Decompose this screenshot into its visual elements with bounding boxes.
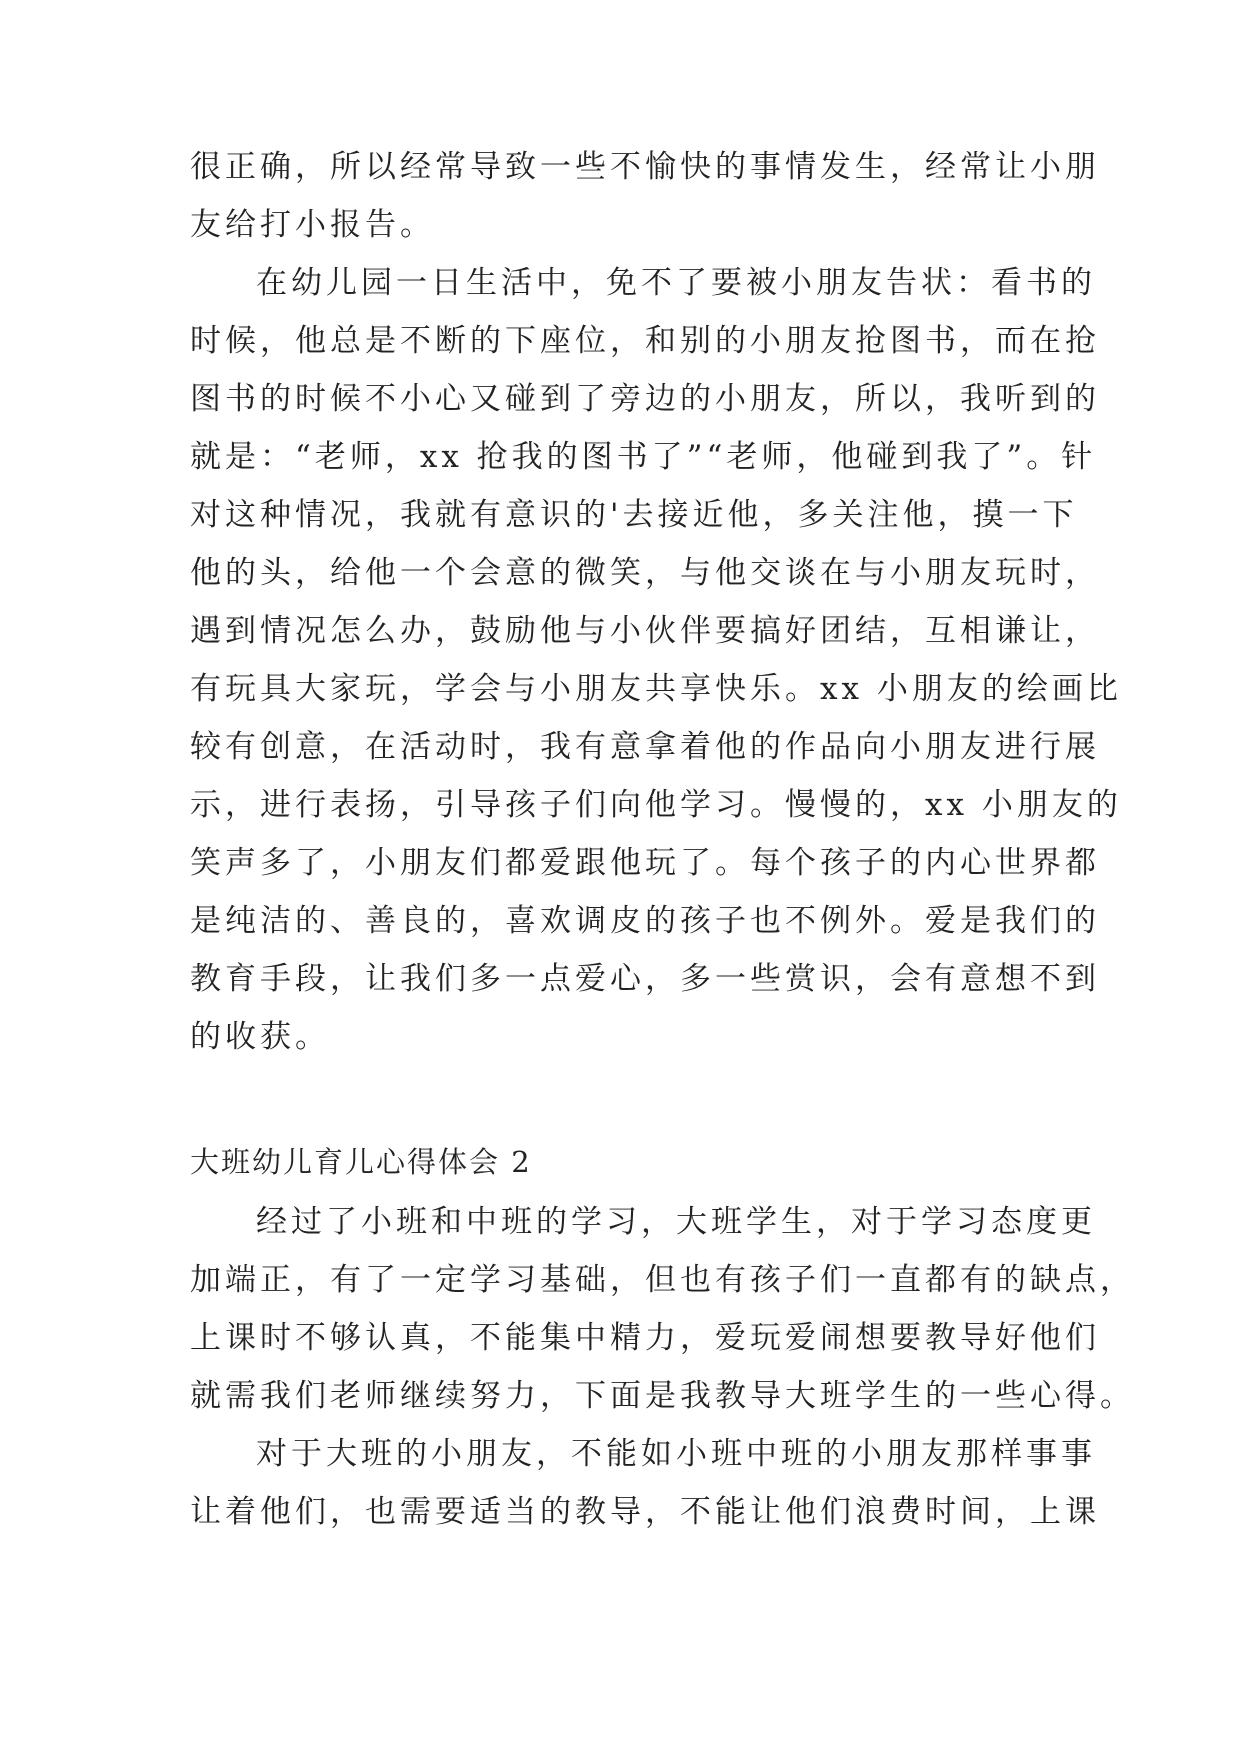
text-line: 就是：“老师，xx 抢我的图书了”“老师，他碰到我了”。针 — [190, 439, 1097, 475]
text-line: 较有创意，在活动时，我有意拿着他的作品向小朋友进行展 — [190, 729, 1100, 765]
text-line: 时候，他总是不断的下座位，和别的小朋友抢图书，而在抢 — [190, 323, 1100, 359]
text-line: 遇到情况怎么办，鼓励他与小伙伴要搞好团结，互相谦让， — [190, 613, 1100, 649]
text-line: 对这种情况，我就有意识的'去接近他，多关注他，摸一下 — [190, 497, 1078, 533]
text-line: 图书的时候不小心又碰到了旁边的小朋友，所以，我听到的 — [190, 381, 1100, 417]
text-line: 让着他们，也需要适当的教导，不能让他们浪费时间，上课 — [190, 1494, 1100, 1530]
text-line: 加端正，有了一定学习基础，但也有孩子们一直都有的缺点， — [190, 1262, 1135, 1298]
text-line: 示，进行表扬，引导孩子们向他学习。慢慢的，xx 小朋友的 — [190, 787, 1122, 823]
text-line: 就需我们老师继续努力，下面是我教导大班学生的一些心得。 — [190, 1378, 1135, 1414]
text-line: 是纯洁的、善良的，喜欢调皮的孩子也不例外。爱是我们的 — [190, 903, 1100, 939]
text-line: 对于大班的小朋友，不能如小班中班的小朋友那样事事 — [256, 1436, 1096, 1472]
text-line: 他的头，给他一个会意的微笑，与他交谈在与小朋友玩时， — [190, 555, 1100, 591]
section1-text — [190, 138, 1122, 1066]
section2-text — [190, 1193, 1135, 1541]
text-line: 教育手段，让我们多一点爱心，多一些赏识，会有意想不到 — [190, 961, 1100, 997]
text-line: 笑声多了，小朋友们都爱跟他玩了。每个孩子的内心世界都 — [190, 845, 1100, 881]
section-title: 大班幼儿育儿心得体会 2 — [190, 1145, 532, 1179]
text-line: 有玩具大家玩，学会与小朋友共享快乐。xx 小朋友的绘画比 — [190, 671, 1122, 707]
text-line: 上课时不够认真，不能集中精力，爱玩爱闹想要教导好他们 — [190, 1320, 1100, 1356]
text-line: 经过了小班和中班的学习，大班学生，对于学习态度更 — [256, 1204, 1096, 1240]
text-line: 在幼儿园一日生活中，免不了要被小朋友告状：看书的 — [256, 265, 1096, 301]
text-line: 很正确，所以经常导致一些不愉快的事情发生，经常让小朋 — [190, 149, 1100, 185]
text-line: 的收获。 — [190, 1019, 330, 1055]
text-line: 友给打小报告。 — [190, 207, 435, 243]
section2-heading-block — [190, 1133, 1048, 1191]
